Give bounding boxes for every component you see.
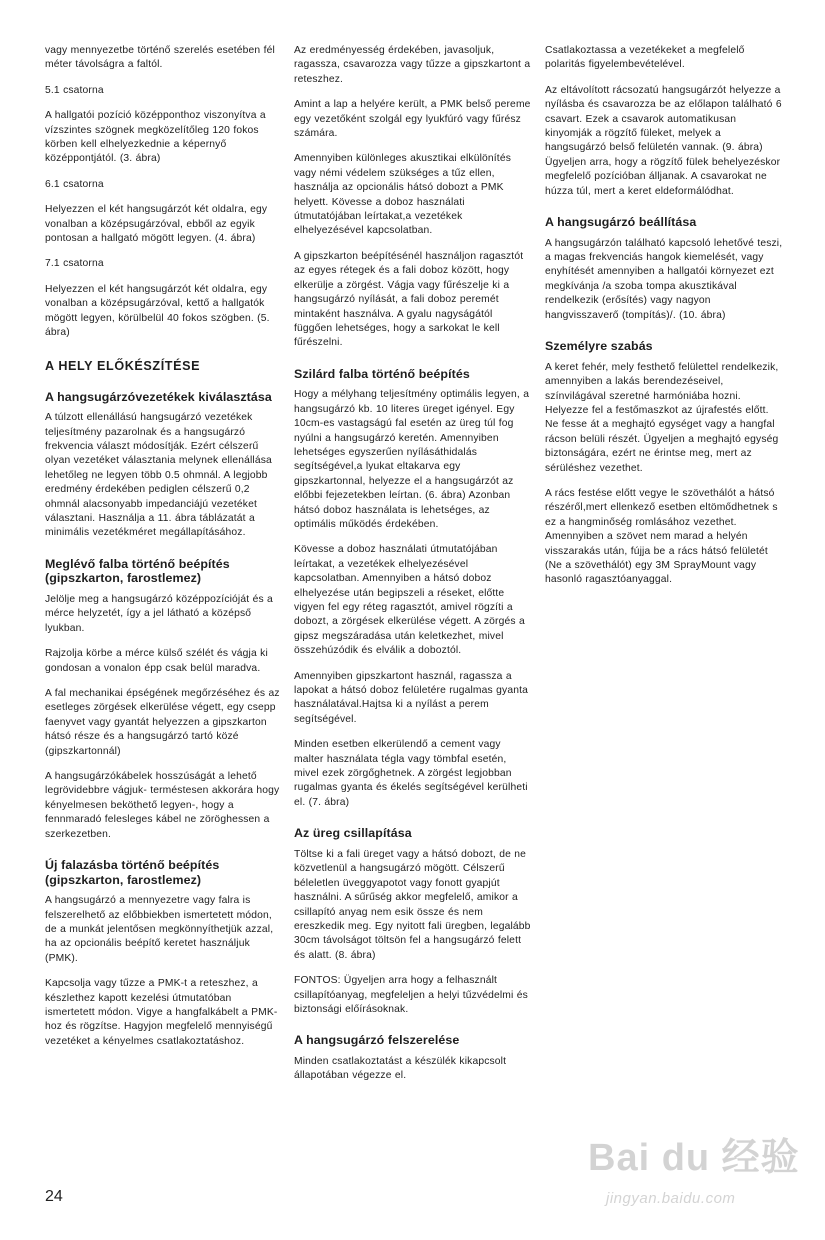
paragraph: A túlzott ellenállású hangsugárzó vezetékek teljesítmény pazarolnak és a hangsugárzó frekvencia választ módosítják. Ezért célszerű olyan vezetéket választania melynek ellenállása lehetőleg ne legyen több 0.5 ohmnál. A legjobb eredmény érdekében pediglen célszerű 0,2 ohmnál alacsonyabb impedanciájú vezetéket választani. Használja a 11. ábra táblázatát a minimális vezetékméret megállapításához. [45, 412, 272, 539]
paragraph: 6.1 csatorna [45, 178, 104, 190]
paragraph: Minden esetben elkerülendő a cement vagy malter használata tégla vagy tömbfal esetén, mivel ezek zörgőghetnek. A zörgést legjobban rugalmas gyanta és ékelés segítségével kerülheti el. (7. ábra) [294, 739, 528, 808]
subsection-heading: Személyre szabás [545, 339, 653, 354]
paragraph: Kapcsolja vagy tűzze a PMK-t a reteszhez, a készlethez kapott kezelési útmutatóban ismertetett módon. Vigye a hangfalkábelt a PMK-hoz és rögzítse. Hagyjon megfelelő mennyiségű vezetéket a kényelmes csatlakoztatáshoz. [45, 978, 278, 1047]
subsection-heading: A hangsugárzó felszerelése [294, 1033, 460, 1048]
paragraph: 7.1 csatorna [45, 258, 104, 270]
text-column-2 [294, 44, 532, 1095]
paragraph: Csatlakoztassa a vezetékeket a megfelelő polaritás figyelembevételével. [545, 45, 745, 71]
text-column-3 [545, 44, 783, 599]
paragraph: A gipszkarton beépítésénél használjon ragasztót az egyes rétegek és a fali doboz között, hogy elkerülje a zörgést. Vágja vagy fűrészelje ki a hangsugárzó nyílását, a fali doboz peremét mintaként használva. A gyalu nagyságától függően lehetséges, hogy a sarkokat le kell fűrészelni. [294, 250, 524, 349]
paragraph: 5.1 csatorna [45, 84, 104, 96]
paragraph: vagy mennyezetbe történő szerelés esetében fél méter távolságra a faltól. [45, 45, 275, 71]
paragraph: Helyezzen el két hangsugárzót két oldalra, egy vonalban a középsugárzóval, ebből az egyik pontosan a hallgató mögött legyen. (4. ábra) [45, 204, 268, 245]
baidu-watermark [588, 1138, 802, 1220]
paragraph: A hangsugárzón található kapcsoló lehetővé teszi, a magas frekvenciás hangok kiemelését, vagy enyhítését amennyiben a hallgatói környezet ezt megkívánja /a szoba tompa akusztikával rendelkezik (erősítés) vagy nagyon hangvisszaverő (tompítás)/. (10. ábra) [545, 237, 783, 321]
subsection-heading: Az üreg csillapítása [294, 826, 412, 841]
paragraph: A hallgatói pozíció középponthoz viszonyítva a vízszintes szögnek megközelítőleg 120 fokos körben kell elhelyezkednie a képernyő középpontjától. (3. ábra) [45, 110, 266, 165]
paragraph: FONTOS: Ügyeljen arra hogy a felhasznált csillapítóanyag, megfeleljen a helyi tűzvédelmi és biztonsági előírásoknak. [294, 975, 528, 1015]
page-number: 24 [45, 1188, 63, 1205]
paragraph: Hogy a mélyhang teljesítmény optimális legyen, a hangsugárzó kb. 10 literes üreget igényel. Egy 10cm-es vastagságú fal esetén az üreg túl fog nyúlni a hangsugárzó keretén. Amennyiben lehetséges egyszerűen nyílásáthidalás segítségével,a lyukat eltakarva egy gipszkartonnal, helyezze el a hangsugárzót az előbbi fejezetekben leírtan. (6. ábra) Azonban hátsó doboz használata is lehetséges, az optimális működés érdekében. [294, 389, 530, 530]
section-heading: A HELY ELŐKÉSZÍTÉSE [45, 358, 201, 373]
paragraph: Rajzolja körbe a mérce külső szélét és vágja ki gondosan a vonalon épp csak belül maradva. [45, 648, 268, 674]
watermark-url: jingyan.baidu.com [606, 1190, 736, 1207]
subsection-heading: Meglévő falba történő beépítés (gipszkarton, farostlemez) [45, 556, 230, 586]
text-column-1 [45, 44, 283, 1060]
baidu-logo: Bai du 经验 [588, 1137, 800, 1179]
paragraph: Helyezzen el két hangsugárzót két oldalra, egy vonalban a középsugárzóval, kettő a hallgatók mögött legyen, körülbelül 40 fokos szögben. (5. ábra) [45, 283, 270, 339]
subsection-heading: Új falazásba történő beépítés (gipszkarton, farostlemez) [45, 858, 220, 887]
paragraph: Kövesse a doboz használati útmutatójában leírtakat, a vezetékek elhelyezésével kapcsolatban. Amennyiben a hátsó doboz elhelyezése után begipszeli a réseket, előtte vigyen fel egy réteg ragasztót, amivel rögzíti a dobozt, a zörgések elkerülése végett. A zörgés a gipsz megszáradása után keletkezhet, mivel összehúzódik és elválik a doboztól. [294, 544, 525, 657]
subsection-heading: Szilárd falba történő beépítés [294, 366, 470, 381]
paragraph: Minden csatlakoztatást a készülék kikapcsolt állapotában végezze el. [294, 1055, 507, 1082]
subsection-heading: A hangsugárzó beállítása [545, 215, 697, 230]
paragraph: Amennyiben gipszkartont használ, ragassza a lapokat a hátsó doboz felületére rugalmas gyanta használatával.Hajtsa ki a nyílást a perem segítségével. [294, 670, 528, 725]
paragraph: Az eredményesség érdekében, javasoljuk, ragassza, csavarozza vagy tűzze a gipszkartont a reteszhez. [294, 45, 531, 85]
paragraph: Az eltávolított rácsozatú hangsugárzót helyezze a nyílásba és csavarozza be az előlapon található 6 csavart. Ezek a csavarok automatikusan kinyomják a rögzítő füleket, melyek a hangsugárzó belső felületén vannak. (9. ábra) Ügyeljen arra, hogy a rögzítő fülek behelyezéskor megfelelő pozícióban álljanak. A csavarokat ne húzza túl, mert a keret eldeformálódhat. [545, 84, 782, 197]
paragraph: Amint a lap a helyére került, a PMK belső pereme egy vezetőként szolgál egy lyukfúró vagy fűrész számára. [294, 99, 531, 140]
paragraph: A fal mechanikai épségének megőrzéséhez és az esetleges zörgések elkerülése végett, egy csepp faenyvet vagy gyantát helyezzen a gipszkarton hátsó része és a hangsugárzó tartó közé (gipszkartonnál) [45, 687, 280, 757]
paragraph: Amennyiben különleges akusztikai elkülönítés vagy némi védelem szükséges a tűz ellen, használja az opcionális hátsó dobozt a PMK helyett. Kövesse a doboz használati útmutatójában leírtakat,a vezetékek elhelyezésével kapcsolatban. [294, 153, 511, 237]
paragraph: Jelölje meg a hangsugárzó középpozícióját és a mérce helyzetét, így a jel látható a középső lyukban. [45, 593, 273, 634]
subsection-heading: A hangsugárzóvezetékek kiválasztása [45, 389, 272, 404]
paragraph: A rács festése előtt vegye le szövethálót a hátsó részéről,mert ellenkező esetben eltömődhetnek s ez a hangminőség romlásához vezethet. Amennyiben a szövet nem marad a helyén visszarakás után, fújja be a rács hátsó felületét (Ne a szövethálót) egy 3M SprayMount vagy hasonló ragasztóanyaggal. [545, 487, 778, 586]
paragraph: Töltse ki a fali üreget vagy a hátsó dobozt, de ne közvetlenül a hangsugárzó mögött. Célszerű béleletlen üveggyapotot vagy fonott gyapjút használni. A sűrűség akkor megfelelő, amikor a csillapító anyag nem esik össze és nem ereszkedik meg. Egy nyitott fali üregben, legalább 30cm távolságot töltsön fel a hangsugárzó felett és alatt. (8. ábra) [294, 848, 531, 961]
paragraph: A hangsugárzó a mennyezetre vagy falra is felszerelhető az előbbiekben ismertetett módon, de a munkát jelentősen megkönnyíthetjük azzal, ha az opcionális beépítő keretet használjuk (PMK). [45, 895, 274, 964]
paragraph: A keret fehér, mely festhető felülettel rendelkezik, amennyiben a lakás berendezéseivel, színvilágával szeretné harmóniába hozni. Helyezze fel a festőmaszkot az újrafestés előtt. Ne fesse át a meghajtó egységet vagy a hangfal rácson belüli részét. Ügyeljen a meghajtó egység biztonságára, ezért ne érintse meg, mert az sérüléshez vezethet. [545, 361, 779, 474]
paragraph: A hangsugárzókábelek hosszúságát a lehető legrövidebbre vágjuk- terméstesen akkorára hogy kényelmesen beköthető legyen-, hogy a fennmaradó felesleges kábel ne zöröghessen a szerkezetben. [45, 771, 280, 840]
